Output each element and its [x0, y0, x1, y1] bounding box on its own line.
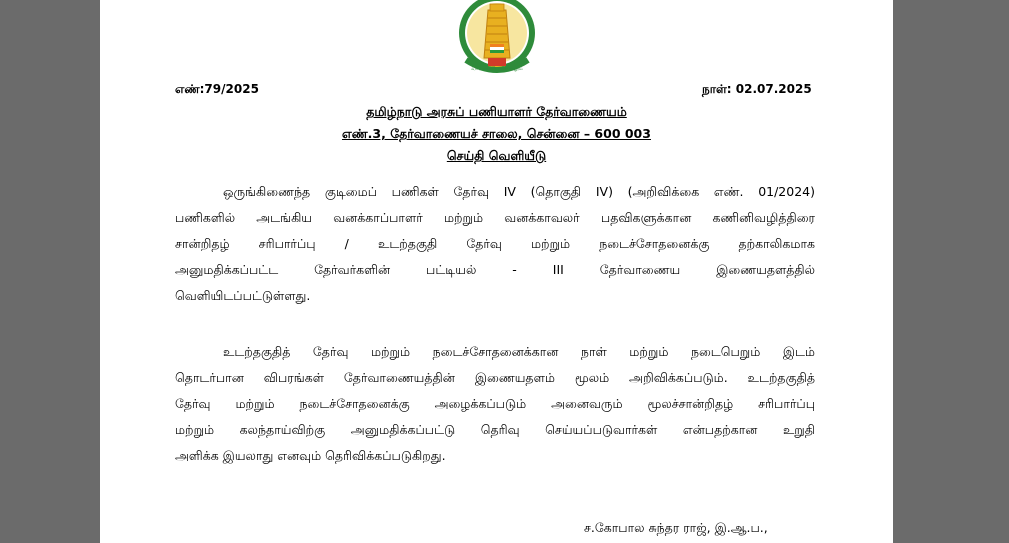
document-date: நாள்: 02.07.2025: [702, 82, 812, 96]
document-title: செய்தி வெளியீடு: [446, 148, 547, 163]
paragraph-line: மற்றும் கலந்தாய்விற்கு அனுமதிக்கப்பட்டு தெரிவு செய்யப்படுவார்கள் என்பதற்கான உறுதி: [175, 422, 815, 437]
paragraph-line: ஒருங்கிணைந்த குடிமைப் பணிகள் தேர்வு IV (தொகுதி IV) (அறிவிக்கை எண். 01/2024): [223, 184, 815, 199]
reference-number: எண்:79/2025: [175, 82, 259, 96]
paragraph-1: [175, 179, 815, 309]
paragraph-2: [175, 339, 815, 469]
paragraph-line: பணிகளில் அடங்கிய வனக்காப்பாளர் மற்றும் வனக்காவலர் பதவிகளுக்கான கணினிவழித்திரை: [175, 210, 815, 225]
paragraph-line: உடற்தகுதித் தேர்வு மற்றும் நடைச்சோதனைக்கான நாள் மற்றும் நடைபெறும் இடம்: [223, 344, 815, 359]
paragraph-line: அளிக்க இயலாது எனவும் தெரிவிக்கப்படுகிறது.: [175, 448, 446, 463]
document-page: [100, 0, 893, 543]
emblem-motto: வாய்மையே வெல்லும்: [471, 66, 523, 72]
organization-address: எண்.3, தேர்வாணையச் சாலை, சென்னை – 600 003: [342, 126, 651, 141]
signature-name: ச.கோபால சுந்தர ராஜ், இ.ஆ.ப.,: [584, 520, 768, 535]
paragraph-line: தேர்வு மற்றும் நடைச்சோதனைக்கு அழைக்கப்படும் அனைவரும் மூலச்சான்றிதழ் சரிபார்ப்பு: [175, 396, 815, 411]
paragraph-line: சான்றிதழ் சரிபார்ப்பு / உடற்தகுதி தேர்வு மற்றும் நடைச்சோதனைக்கு தற்காலிகமாக: [175, 236, 815, 251]
paragraph-line: வெளியிடப்பட்டுள்ளது.: [175, 288, 311, 303]
paragraph-line: தொடர்பான விபரங்கள் தேர்வாணையத்தின் இணையதளம் மூலம் அறிவிக்கப்படும். உடற்தகுதித்: [175, 370, 815, 385]
organization-name: தமிழ்நாடு அரசுப் பணியாளர் தேர்வாணையம்: [366, 104, 627, 119]
paragraph-line: அனுமதிக்கப்பட்ட தேர்வர்களின் பட்டியல் - III தேர்வாணைய இணையதளத்தில்: [175, 262, 815, 277]
